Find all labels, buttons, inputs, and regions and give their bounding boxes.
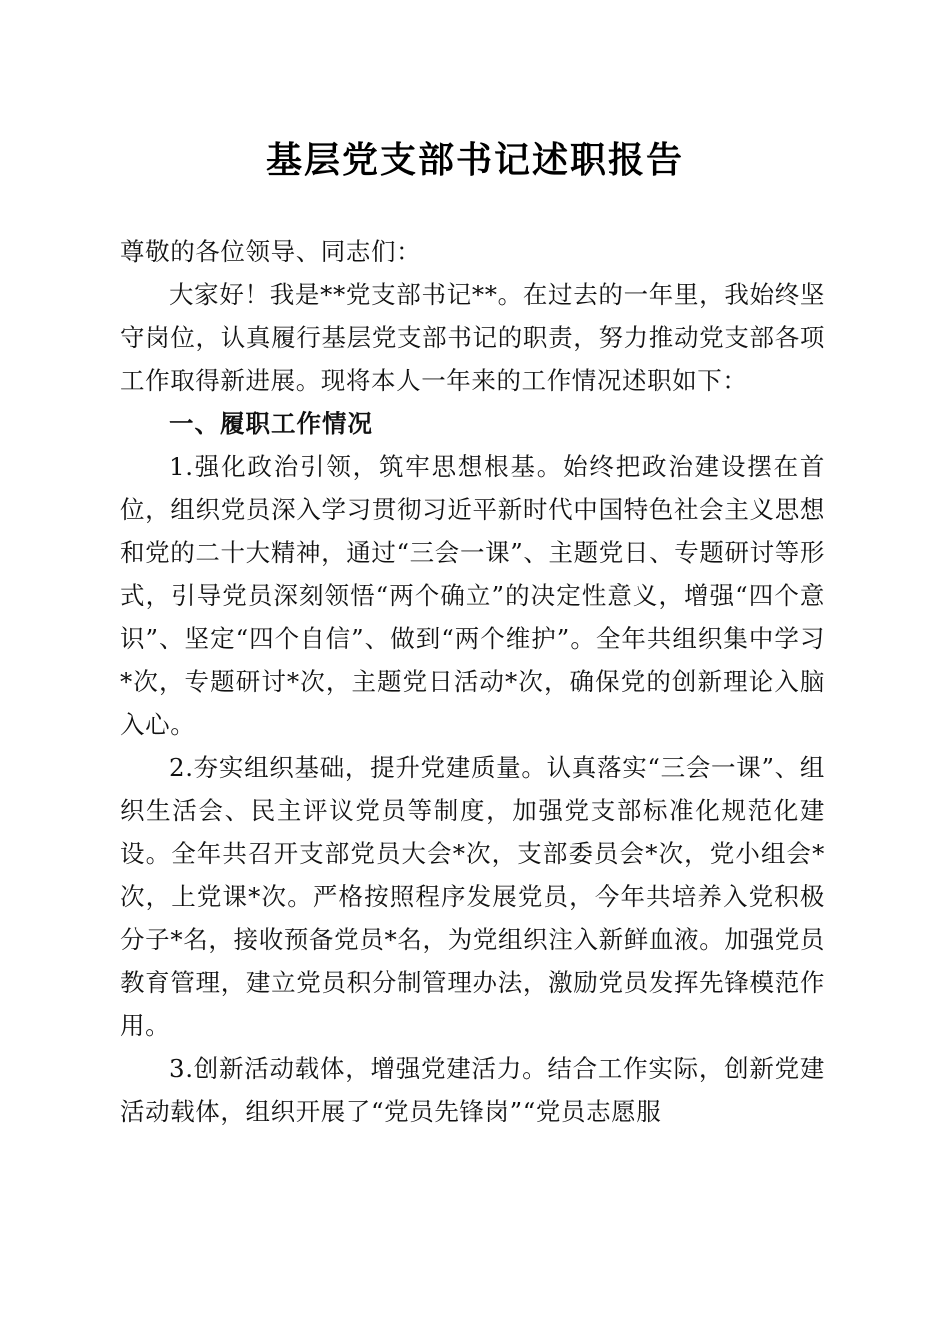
paragraph-item-2: 2.夯实组织基础，提升党建质量。认真落实“三会一课”、组织生活会、民主评议党员等制度，加强党支部标准化规范化建设。全年共召开支部党员大会*次，支部委员会*次，党小组会*次，上党课*次。严格按照程序发展党员，今年共培养入党积极分子*名，接收预备党员*名，为党组织注入新鲜血液。加强党员教育管理，建立党员积分制管理办法，激励党员发挥先锋模范作用。 [120, 753, 825, 1040]
document-body [120, 230, 825, 1133]
intro-paragraph: 大家好！我是**党支部书记**。在过去的一年里，我始终坚守岗位，认真履行基层党支部书记的职责，努力推动党支部各项工作取得新进展。现将本人一年来的工作情况述职如下： [120, 280, 825, 395]
salutation: 尊敬的各位领导、同志们： [120, 237, 422, 266]
paragraph-item-3: 3.创新活动载体，增强党建活力。结合工作实际，创新党建活动载体，组织开展了“党员先锋岗”“党员志愿服 [120, 1054, 825, 1126]
paragraph-item-1: 1.强化政治引领，筑牢思想根基。始终把政治建设摆在首位，组织党员深入学习贯彻习近平新时代中国特色社会主义思想和党的二十大精神，通过“三会一课”、主题党日、专题研讨等形式，引导党员深刻领悟“两个确立”的决定性意义，增强“四个意识”、坚定“四个自信”、做到“两个维护”。全年共组织集中学习*次，专题研讨*次，主题党日活动*次，确保党的创新理论入脑入心。 [120, 452, 825, 739]
section-heading: 一、履职工作情况 [169, 409, 373, 438]
document-title: 基层党支部书记述职报告 [265, 139, 684, 181]
